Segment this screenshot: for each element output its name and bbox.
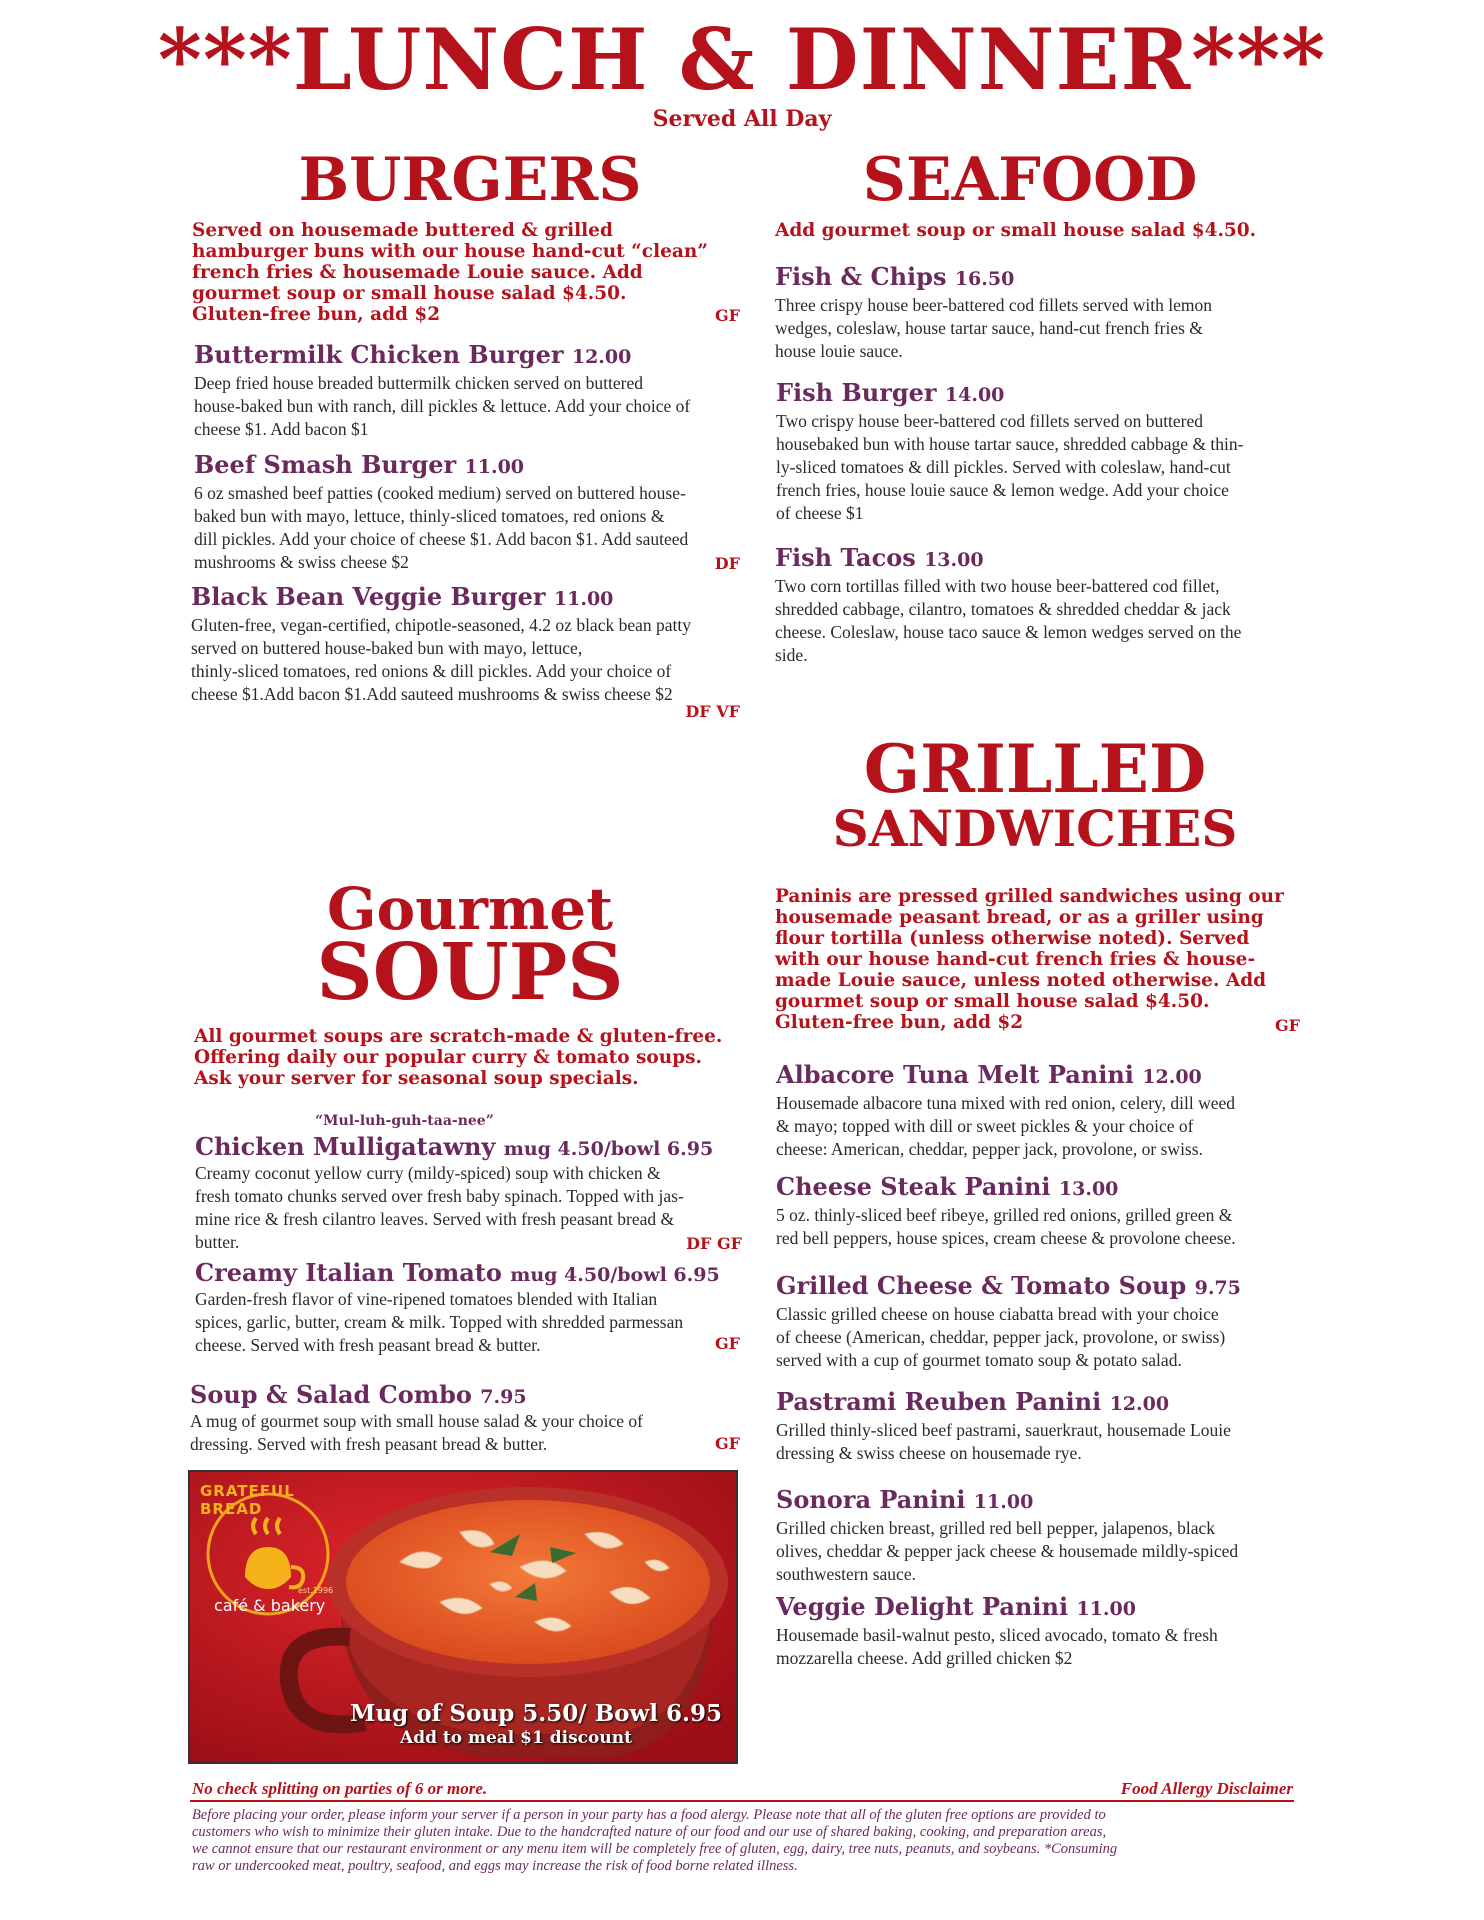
allergy-disclaimer-text: Before placing your order, please inform your server if a person in your party has a food alergy. Please note that all of the gluten free options are provided to customers who wish to minimize their gluten intake. Due to the handcrafted nature of our food and our use of shared baking, cooking, and preparation areas, we cannot ensure that our restaurant environment or any menu item will be completely free of gluten, egg, dairy, tree nuts, peanuts, and soybeans. *Consuming raw or undercooked meat, poultry, seafood, and eggs may increase the risk of food borne related illness. xyxy=(192,1807,1118,1874)
menu-item-sonora-panini: Sonora Panini 11.00 Grilled chicken breast, grilled red bell pepper, jalapenos, black olives, cheddar & pepper jack cheese & housemade mildly-spiced southwestern sauce. xyxy=(776,1485,1239,1585)
menu-item-fish-tacos: Fish Tacos 13.00 Two corn tortillas filled with two house beer-battered cod fillet, shredded cabbage, cilantro, tomatoes & shredded cheddar & jack cheese. Coleslaw, house taco sauce & lemon wedges served on the side. xyxy=(775,543,1242,666)
menu-item-chicken-mulligatawny: Chicken Mulligatawny mug 4.50/bowl 6.95 Creamy coconut yellow curry (mildy-spiced) soup with chicken & fresh tomato chunks served over fresh baby spinach. Topped with jas- mine rice & fresh cilantro leaves. Served with fresh peasant bread & butter. xyxy=(195,1132,714,1253)
menu-item-albacore-tuna-melt: Albacore Tuna Melt Panini 12.00 Housemade albacore tuna mixed with red onion, celery, dill weed & mayo; topped with dill or sweet pickles & your choice of cheese: American, cheddar, pepper jack, provolone, or swiss. xyxy=(776,1060,1236,1160)
menu-item-soup-salad-combo: Soup & Salad Combo 7.95 A mug of gourmet soup with small house salad & your choice of dressing. Served with fresh peasant bread & butter. xyxy=(190,1380,643,1455)
burgers-intro-tag: GF xyxy=(714,306,740,325)
burgers-heading: BURGERS xyxy=(298,145,642,215)
menu-item-creamy-italian-tomato: Creamy Italian Tomato mug 4.50/bowl 6.95 Garden-fresh flavor of vine-ripened tomatoes blended with Italian spices, garlic, butter, cream & milk. Topped with shredded parmessan cheese. Served with fresh peasant bread & butter. xyxy=(195,1258,720,1356)
allergy-disclaimer-title: Food Allergy Disclaimer xyxy=(1120,1779,1293,1798)
footer-divider xyxy=(190,1800,1294,1802)
promo-discount-line: Add to meal $1 discount xyxy=(400,1728,632,1748)
menu-item-cheese-steak-panini: Cheese Steak Panini 13.00 5 oz. thinly-sliced beef ribeye, grilled red onions, grilled green & red bell peppers, house spices, cream cheese & provolone cheese. xyxy=(776,1172,1236,1249)
soup-promo-image xyxy=(188,1470,738,1764)
menu-item-black-bean-veggie-burger: Black Bean Veggie Burger 11.00 Gluten-free, vegan-certified, chipotle-seasoned, 4.2 oz black bean patty served on buttered house-baked bun with mayo, lettuce, thinly-sliced tomatoes, red onions & dill pickles. Add your choice of cheese $1.Add bacon $1.Add sauteed mushrooms & swiss cheese $2 xyxy=(191,582,691,705)
menu-item-fish-and-chips: Fish & Chips 16.50 Three crispy house beer-battered cod fillets served with lemon wedges, coleslaw, house tartar sauce, hand-cut french fries & house louie sauce. xyxy=(775,262,1212,362)
veggie-burger-diet-tag: DF VF xyxy=(685,702,740,721)
sandwiches-heading: SANDWICHES xyxy=(832,799,1238,858)
menu-item-veggie-delight-panini: Veggie Delight Panini 11.00 Housemade basil-walnut pesto, sliced avocado, tomato & fresh mozzarella cheese. Add grilled chicken $2 xyxy=(776,1592,1218,1669)
grilled-intro-tag: GF xyxy=(1274,1016,1300,1035)
seafood-intro: Add gourmet soup or small house salad $4.50. xyxy=(775,220,1257,241)
menu-item-grilled-cheese-tomato-soup: Grilled Cheese & Tomato Soup 9.75 Classic grilled cheese on house ciabatta bread with your choice of cheese (American, cheddar, pepper jack, provolone, or swiss) served with a cup of gourmet tomato soup & potato salad. xyxy=(776,1271,1241,1371)
promo-price-line: Mug of Soup 5.50/ Bowl 6.95 xyxy=(350,1700,723,1727)
logo-ring-text: GRATEFUL BREAD xyxy=(200,1482,295,1518)
soups-intro: All gourmet soups are scratch-made & gluten-free. Offering daily our popular curry & tomato soups. Ask your server for seasonal soup specials. xyxy=(194,1026,723,1089)
logo-subtitle: café & bakery xyxy=(214,1596,326,1615)
logo-est-text: est.1996 xyxy=(298,1586,334,1595)
menu-item-fish-burger: Fish Burger 14.00 Two crispy house beer-battered cod fillets served on buttered housebaked bun with house tartar sauce, shredded cabbage & thin- ly-sliced tomatoes & dill pickles. Served with coleslaw, hand-cut french fries, house louie sauce & lemon wedge. Add your choice of cheese $1 xyxy=(776,378,1244,524)
beef-smash-diet-tag: DF xyxy=(714,554,740,573)
grilled-heading: GRILLED xyxy=(863,730,1207,808)
grilled-intro: Paninis are pressed grilled sandwiches using our housemade peasant bread, or as a griller using flour tortilla (unless otherwise noted). Served with our house hand-cut french fries & house- made Louie sauce, unless noted otherwise. Add gourmet soup or small house salad $4.50. Gluten-free bun, add $2 xyxy=(775,886,1284,1033)
italian-tomato-diet-tag: GF xyxy=(714,1334,740,1353)
seafood-heading: SEAFOOD xyxy=(862,145,1198,215)
mulligatawny-pronunciation: “Mul-luh-guh-taa-nee” xyxy=(315,1113,494,1129)
check-splitting-note: No check splitting on parties of 6 or more. xyxy=(192,1779,488,1798)
gourmet-heading: Gourmet xyxy=(326,875,613,943)
menu-item-beef-smash-burger: Beef Smash Burger 11.00 6 oz smashed beef patties (cooked medium) served on buttered house- baked bun with mayo, lettuce, thinly-sliced tomatoes, red onions & dill pickles. Add your choice of cheese $1. Add bacon $1. Add sauteed mushrooms & swiss cheese $2 xyxy=(194,450,689,573)
mulligatawny-diet-tag: DF GF xyxy=(686,1234,742,1253)
burgers-intro: Served on housemade buttered & grilled hamburger buns with our house hand-cut “clean” french fries & housemade Louie sauce. Add gourmet soup or small house salad $4.50. Gluten-free bun, add $2 xyxy=(192,220,708,325)
page-title: ***LUNCH & DINNER*** xyxy=(157,10,1327,109)
menu-item-pastrami-reuben-panini: Pastrami Reuben Panini 12.00 Grilled thinly-sliced beef pastrami, sauerkraut, housemade Louie dressing & swiss cheese on housemade rye. xyxy=(776,1387,1231,1464)
combo-diet-tag: GF xyxy=(714,1434,740,1453)
page-subtitle: Served All Day xyxy=(652,106,832,132)
menu-item-buttermilk-chicken-burger: Buttermilk Chicken Burger 12.00 Deep fried house breaded buttermilk chicken served on buttered house-baked bun with ranch, dill pickles & lettuce. Add your choice of cheese $1. Add bacon $1 xyxy=(194,340,691,440)
soups-heading: SOUPS xyxy=(316,927,624,1018)
